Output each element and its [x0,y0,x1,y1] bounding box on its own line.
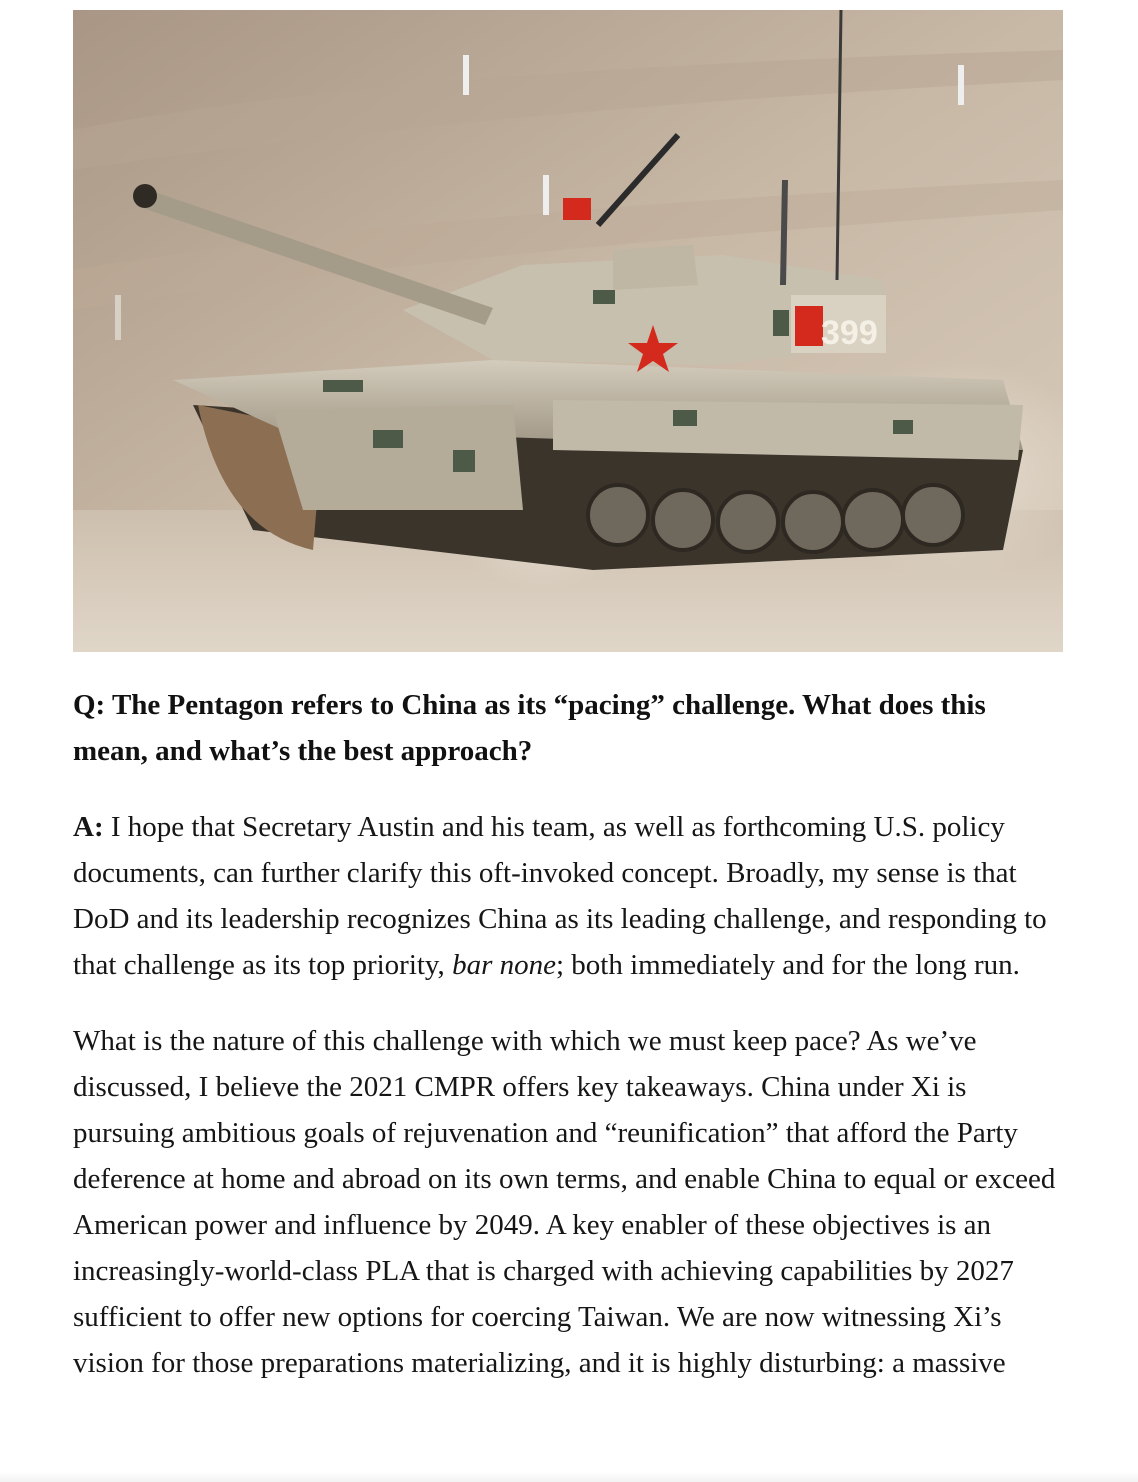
article [73,10,1063,1386]
page-bottom-edge [0,1472,1138,1482]
answer-text-part1: I hope that Secretary Austin and his team, as well as forthcoming U.S. policy documents, can further clarify this oft-invoked concept. Broadly, my sense is that DoD and its leadership recognizes China as its leading challenge, and responding to that challenge as its top priority, [73,811,1047,981]
answer-label: A: [73,811,104,843]
interview-question: Q: The Pentagon refers to China as its “pacing” challenge. What does this mean, and what’s the best approach? [73,689,986,767]
body-paragraph: What is the nature of this challenge with which we must keep pace? As we’ve discussed, I believe the 2021 CMPR offers key takeaways. China under Xi is pursuing ambitious goals of rejuvenation and “reunification” that afford the Party deference at home and abroad on its own terms, and enable China to equal or exceed American power and influence by 2049. A key enabler of these objectives is an increasingly-world-class PLA that is charged with achieving capabilities by 2027 sufficient to offer new options for coercing Taiwan. We are now witnessing Xi’s vision for those preparations materializing, and it is highly disturbing: a massive [73,1025,1056,1379]
answer-paragraph [73,804,1063,988]
answer-emphasis: bar none [452,949,556,981]
hero-image-tank [73,10,1063,652]
tank-number-text: 399 [821,314,878,352]
answer-text-part2: ; both immediately and for the long run. [555,949,1020,981]
